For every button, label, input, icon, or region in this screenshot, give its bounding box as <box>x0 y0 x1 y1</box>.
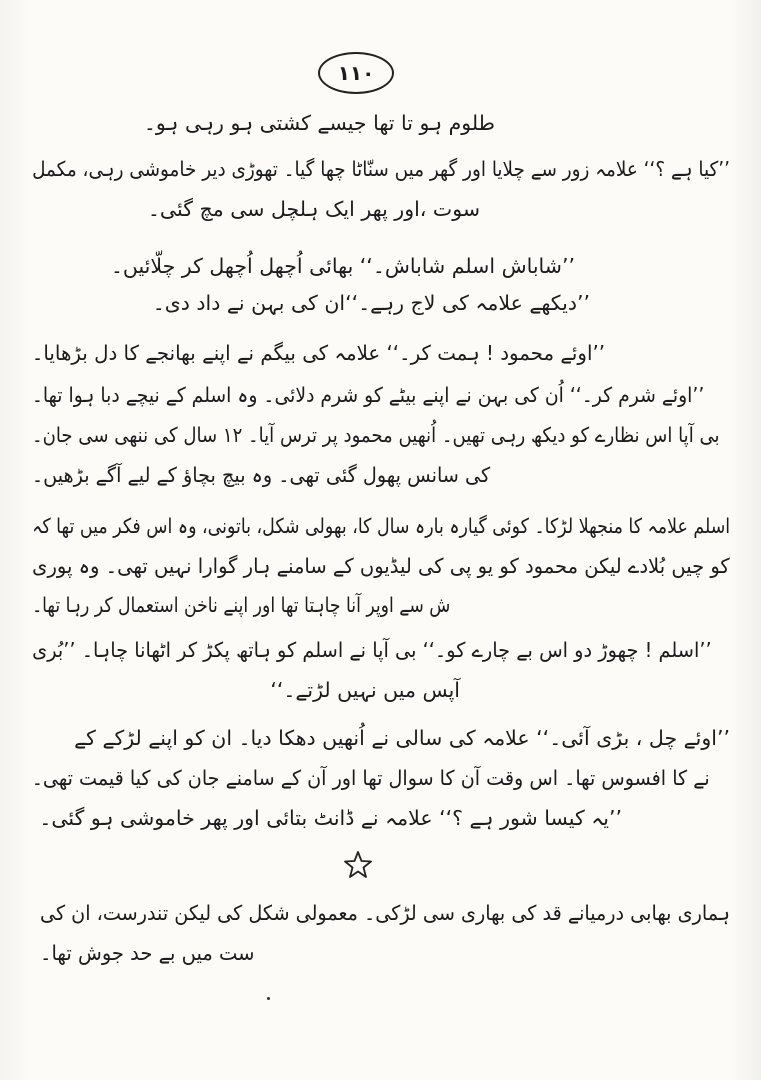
text-line: نے کا افسوس تھا۔ اس وقت آن کا سوال تھا اور آن کے سامنے جان کی کیا قیمت تھی۔ <box>31 766 710 790</box>
text-line: ہماری بھابی درمیانے قد کی بھاری سی لڑکی۔ معمولی شکل کی لیکن تندرست، ان کی <box>39 901 730 925</box>
text-line: کی سانس پھول گئی تھی۔ وہ بیچ بچاؤ کے لیے آگے بڑھیں۔ <box>31 463 490 487</box>
text-line: سوت ،اور پھر ایک ہلچل سی مچ گئی۔ <box>147 197 480 221</box>
text-line: ’’دیکھے علامہ کی لاج رہے۔‘‘ان کی بہن نے داد دی۔ <box>152 291 590 315</box>
text-line: طلوم ہو تا تھا جیسے کشتی ہو رہی ہو۔ <box>143 111 495 135</box>
page-number: ۱۱۰ <box>318 52 394 94</box>
text-line: کو چیں بُلادے لیکن محمود کو یو پی کی لیڈیوں کے سامنے ہار گوارا نہیں تھی۔ وہ پوری <box>32 554 730 578</box>
text-line: ’’اوئے چل ، بڑی آئی۔‘‘ علامہ کی سالی نے اُنھیں دھکا دیا۔ ان کو اپنے لڑکے کے <box>74 726 730 750</box>
text-line: ست میں بے حد جوش تھا۔ <box>40 941 255 965</box>
text-line: ’’کیا ہے ؟‘‘ علامہ زور سے چلایا اور گھر میں سنّاٹا چھا گیا۔ تھوڑی دیر خاموشی رہی، مکمل <box>32 157 730 181</box>
text-line: ش سے اوپر آنا چاہتا تھا اور اپنے ناخن استعمال کر رہا تھا۔ <box>31 593 450 617</box>
text-line: آپس میں نہیں لڑتے۔‘‘ <box>270 678 460 702</box>
text-line: اسلم علامہ کا منجھلا لڑکا۔ کوئی گیارہ بارہ سال کا، بھولی شکل، باتونی، وہ اس فکر میں تھا کہ <box>31 514 730 538</box>
text-line: بی آپا اس نظارے کو دیکھ رہی تھیں۔ اُنھیں محمود پر ترس آیا۔ ۱۲ سال کی ننھی سی جان۔ <box>32 423 720 447</box>
ink-speck <box>267 997 270 1000</box>
text-line: ’’اسلم ! چھوڑ دو اس بے چارے کو۔‘‘ بی آپا نے اسلم کو ہاتھ پکڑ کر اٹھانا چاہا۔ ’’بُری <box>32 638 712 662</box>
text-line: ’’اوئے شرم کر۔‘‘ اُن کی بہن نے اپنے بیٹے کو شرم دلائی۔ وہ اسلم کے نیچے دبا ہوا تھا۔ <box>31 383 704 407</box>
text-line: ’’شاباش اسلم شاباش۔‘‘ بھائی اُچھل اُچھل کر چلّائیں۔ <box>110 254 575 278</box>
text-line: ’’اوئے محمود ! ہمت کر۔‘‘ علامہ کی بیگم نے اپنے بھانجے کا دل بڑھایا۔ <box>31 341 605 365</box>
text-line: ’’یہ کیسا شور ہے ؟‘‘ علامہ نے ڈانٹ بتائی اور پھر خاموشی ہو گئی۔ <box>39 806 622 830</box>
star-separator-icon <box>343 850 373 880</box>
